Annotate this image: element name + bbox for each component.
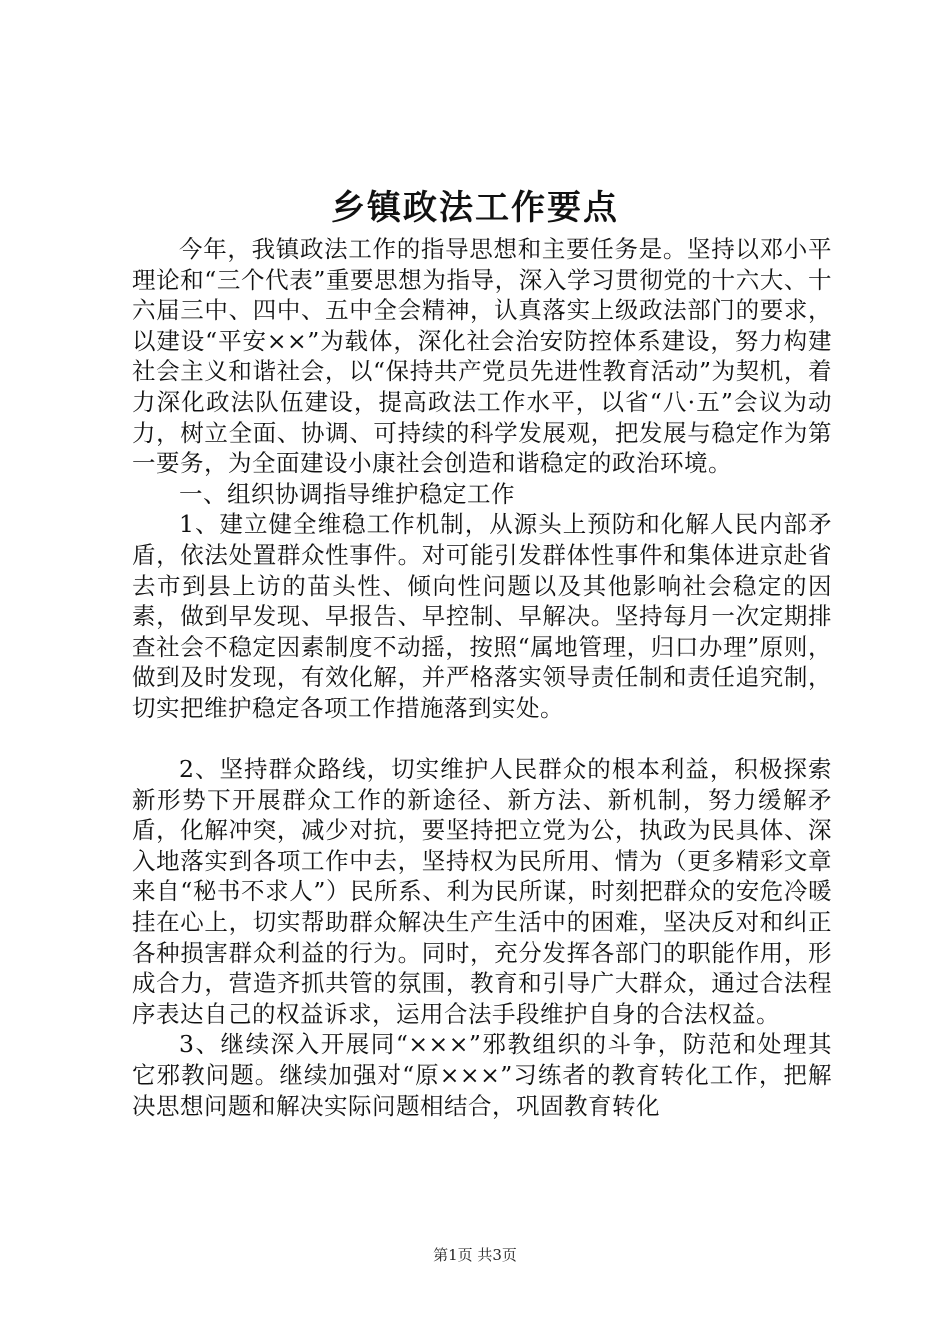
- body-paragraph: 2、坚持群众路线，切实维护人民群众的根本利益，积极探索新形势下开展群众工作的新途径、新方法、新机制，努力缓解矛盾，化解冲突，减少对抗，要坚持把立党为公，执政为民具体、深入地落实到各项工作中去，坚持权为民所用、情为（更多精彩文章来自“秘书不求人”）民所系、利为民所谋，时刻把群众的安危冷暖挂在心上，切实帮助群众解决生产生活中的困难，坚决反对和纠正各种损害群众利益的行为。同时，充分发挥各部门的职能作用，形成合力，营造齐抓共管的氛围，教育和引导广大群众，通过合法程序表达自己的权益诉求，运用合法手段维护自身的合法权益。: [132, 755, 832, 1028]
- page-footer: 第1页 共3页: [433, 1246, 517, 1264]
- intro-paragraph: 今年，我镇政法工作的指导思想和主要任务是。坚持以邓小平理论和“三个代表”重要思想为指导，深入学习贯彻党的十六大、十六届三中、四中、五中全会精神，认真落实上级政法部门的要求，以建设“平安××”为载体，深化社会治安防控体系建设，努力构建社会主义和谐社会，以“保持共产党员先进性教育活动”为契机，着力深化政法队伍建设，提高政法工作水平，以省“八·五”会议为动力，树立全面、协调、可持续的科学发展观，把发展与稳定作为第一要务，为全面建设小康社会创造和谐稳定的政治环境。: [132, 235, 832, 478]
- document-body: [132, 234, 832, 1121]
- document-title: 乡镇政法工作要点: [331, 188, 619, 228]
- section-heading: 一、组织协调指导维护稳定工作: [179, 479, 515, 508]
- paragraph-spacer: [132, 724, 832, 755]
- body-paragraph: 1、建立健全维稳工作机制，从源头上预防和化解人民内部矛盾，依法处置群众性事件。对可能引发群体性事件和集体进京赴省去市到县上访的苗头性、倾向性问题以及其他影响社会稳定的因素，做到早发现、早报告、早控制、早解决。坚持每月一次定期排查社会不稳定因素制度不动摇，按照“属地管理，归口办理”原则，做到及时发现，有效化解，并严格落实领导责任制和责任追究制，切实把维护稳定各项工作措施落到实处。: [132, 510, 832, 722]
- body-paragraph: 3、继续深入开展同“×××”邪教组织的斗争，防范和处理其它邪教问题。继续加强对“原×××”习练者的教育转化工作，把解决思想问题和解决实际问题相结合，巩固教育转化: [132, 1030, 832, 1120]
